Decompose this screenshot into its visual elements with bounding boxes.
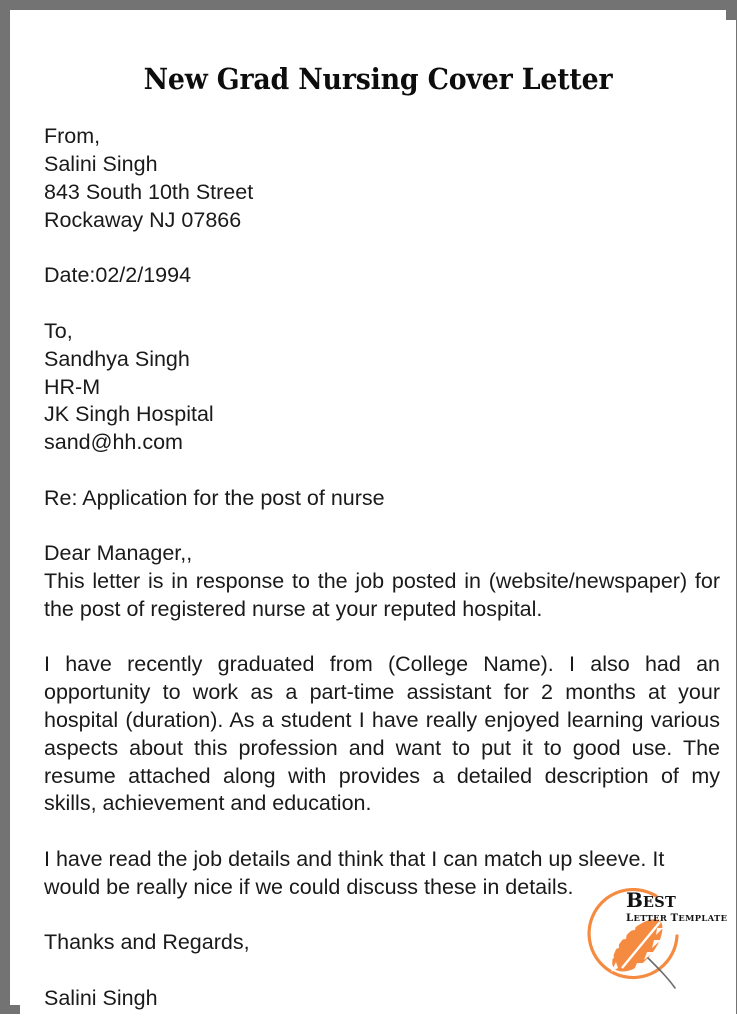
spacer <box>44 235 720 263</box>
spacer <box>44 290 720 318</box>
recipient-block <box>44 318 720 457</box>
spacer <box>44 624 720 652</box>
logo-tagline-emplate: EMPLATE <box>678 913 728 923</box>
signature-name: Salini Singh <box>44 986 158 1011</box>
body-paragraph-2: I have recently graduated from (College Name). I also had an opportunity to work as a part-time assistant for 2 months at your hospital (duration). As a student I have really enjoyed learning various aspects about this profession and want to put it to good use. The resume attached along with provides a detailed description of my skills, achievement and education. <box>44 652 720 816</box>
salutation: Dear Manager,, <box>44 541 193 566</box>
subject-line: Re: Application for the post of nurse <box>44 485 385 510</box>
closing-line: Thanks and Regards, <box>44 930 250 955</box>
logo-tagline-l: L <box>626 912 634 924</box>
logo-brand-rest: EST <box>642 894 677 911</box>
logo-tagline <box>626 913 727 923</box>
letter-body <box>44 123 720 1013</box>
logo-brand-initial: B <box>626 888 643 912</box>
spacer <box>44 818 720 846</box>
spacer <box>44 457 720 485</box>
sender-city-state-zip: Rockaway NJ 07866 <box>44 207 242 232</box>
sender-street: 843 South 10th Street <box>44 179 254 204</box>
spacer <box>44 513 720 541</box>
body-paragraph-3: I have read the job details and think that I can match up sleeve. It would be really nice if we could discuss these in details. <box>44 847 665 899</box>
logo-tagline-etter: ETTER <box>633 913 668 923</box>
sender-from-label: From, <box>44 124 101 149</box>
date-line: Date:02/2/1994 <box>44 263 192 288</box>
body-paragraph-1: This letter is in response to the job posted in (website/newspaper) for the post of registered nurse at your reputed hospital. <box>44 569 720 621</box>
sender-name: Salini Singh <box>44 152 158 177</box>
page-title: New Grad Nursing Cover Letter <box>143 62 613 96</box>
recipient-organization: JK Singh Hospital <box>44 402 214 427</box>
sender-block <box>44 123 720 234</box>
logo-brand-name <box>626 890 676 911</box>
brand-logo <box>578 884 728 996</box>
recipient-name: Sandhya Singh <box>44 346 190 371</box>
logo-tagline-t: T <box>670 912 679 924</box>
recipient-role: HR-M <box>44 374 101 399</box>
recipient-to-label: To, <box>44 318 73 343</box>
recipient-email: sand@hh.com <box>44 430 183 455</box>
letter-sheet <box>20 20 736 1015</box>
